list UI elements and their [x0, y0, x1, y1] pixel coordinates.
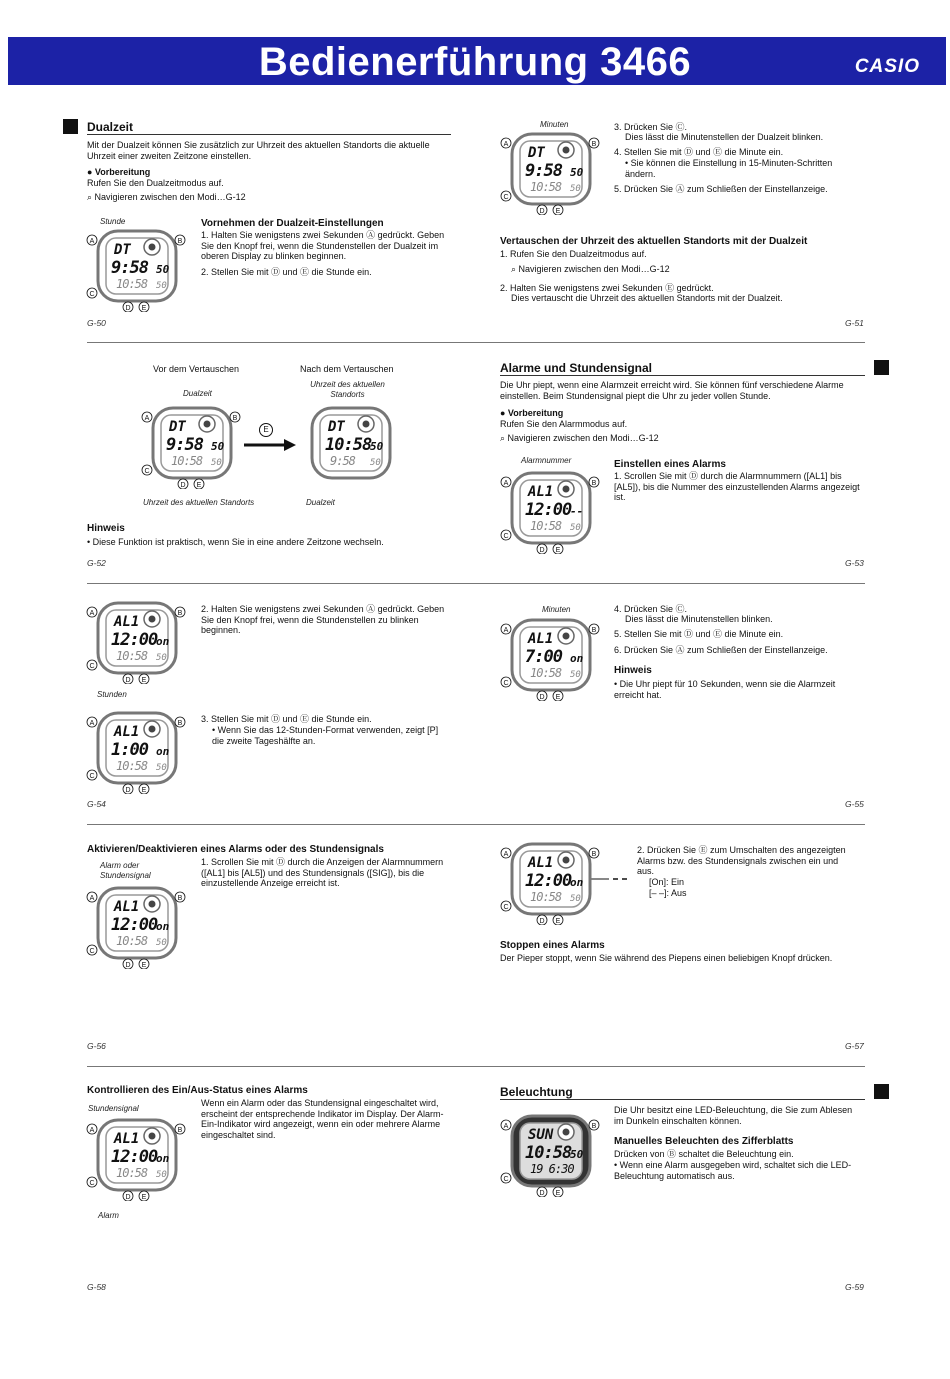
- display-top: SUN: [528, 1127, 554, 1143]
- svg-text:B: B: [177, 719, 183, 727]
- svg-text:D: D: [539, 546, 545, 554]
- status-text: Wenn ein Alarm oder das Stundensignal eingeschaltet wird, erscheint der entsprechende Indikator im Display. Der Alarm-Ein-Indikator wird angezeigt, wenn ein oder mehrere Alarme eingeschaltet sind.: [201, 1098, 444, 1140]
- svg-text:E: E: [196, 481, 202, 489]
- watch-svg: [500, 840, 600, 925]
- watch-diagram: [86, 227, 186, 317]
- display-main-seconds: 50: [370, 440, 384, 453]
- button-c-icon: [501, 1173, 511, 1183]
- caption-dualzeit-bottom: Dualzeit: [306, 498, 335, 507]
- caption-minuten: Minuten: [542, 605, 571, 614]
- svg-text:A: A: [89, 894, 95, 902]
- button-b-icon: [175, 717, 185, 727]
- display-main: 10:58: [325, 435, 372, 455]
- display-main-seconds: on: [156, 1152, 170, 1165]
- svg-text:C: C: [503, 193, 509, 201]
- display-bottom-seconds: 50: [156, 281, 167, 291]
- display-main: 9:58: [111, 258, 148, 278]
- display-bottom: 10:58: [171, 454, 203, 468]
- button-a-icon: [501, 138, 511, 148]
- watch-diagram: [500, 840, 600, 930]
- svg-text:E: E: [141, 304, 147, 312]
- display-bottom: 10:58: [116, 1166, 148, 1180]
- button-a-icon: [501, 848, 511, 858]
- svg-text:C: C: [144, 467, 150, 475]
- watch-svg: [500, 130, 600, 215]
- caption-local-time-bottom: Uhrzeit des aktuellen Standorts: [143, 498, 255, 507]
- subheading-stop: Stoppen eines Alarms: [500, 940, 605, 951]
- section-heading-alarme: Alarme und Stundensignal: [500, 361, 653, 375]
- page-title: Bedienerführung 3466: [258, 40, 692, 84]
- button-d-icon: [123, 959, 133, 969]
- step-4: 4. Stellen Sie mit Ⓓ und Ⓔ die Minute ein.: [614, 147, 784, 157]
- button-d-icon: [537, 544, 547, 554]
- watch-svg: [141, 404, 241, 489]
- watch-diagram: [300, 404, 400, 494]
- magnifier-icon: ⌕: [511, 264, 519, 274]
- brand-logo: CASIO: [854, 56, 920, 77]
- button-c-icon: [87, 945, 97, 955]
- display-top: AL1: [114, 1131, 140, 1147]
- button-c-icon: [87, 770, 97, 780]
- display-bottom: 10:58: [116, 649, 148, 663]
- nav-reference: [500, 433, 659, 444]
- button-a-icon: [142, 412, 152, 422]
- svg-text:B: B: [591, 626, 597, 634]
- step-1: 1. Scrollen Sie mit Ⓓ durch die Anzeigen der Alarmnummern ([AL1] bis [AL5]) und des Stundensignals ([SIG]), bis die einzustellende Anzeige erreicht ist.: [201, 857, 444, 888]
- display-main-seconds: on: [156, 635, 170, 648]
- svg-text:D: D: [125, 786, 131, 794]
- svg-text:C: C: [503, 1175, 509, 1183]
- button-e-label: E: [259, 423, 273, 437]
- display-bottom: 10:58: [530, 890, 562, 904]
- svg-text:A: A: [89, 1126, 95, 1134]
- display-bottom-seconds: 50: [570, 523, 581, 533]
- svg-text:C: C: [503, 679, 509, 687]
- button-d-icon: [123, 784, 133, 794]
- svg-text:A: A: [503, 1122, 509, 1130]
- caption-alarm: Alarm: [98, 1211, 119, 1220]
- svg-text:D: D: [125, 961, 131, 969]
- display-main: 7:00: [525, 647, 562, 667]
- svg-text:D: D: [125, 304, 131, 312]
- nav-reference: [511, 264, 670, 275]
- button-e-icon: [553, 915, 563, 925]
- display-bottom: 10:58: [116, 759, 148, 773]
- svg-text:A: A: [503, 140, 509, 148]
- swap-step-2: 2. Halten Sie wenigstens zwei Sekunden Ⓔ gedrückt.: [500, 283, 714, 293]
- watch-svg: [500, 469, 600, 554]
- display-bottom: 10:58: [116, 934, 148, 948]
- display-main-seconds: on: [156, 920, 170, 933]
- button-b-icon: [589, 848, 599, 858]
- heading-rule: [500, 375, 865, 376]
- caption-dualzeit: Dualzeit: [183, 389, 212, 398]
- display-top: AL1: [114, 614, 140, 630]
- button-b-icon: [175, 1124, 185, 1134]
- display-bottom-seconds: 50: [156, 1170, 167, 1180]
- heading-rule: [87, 134, 451, 135]
- watch-diagram: [500, 616, 600, 706]
- section-heading-dualzeit: Dualzeit: [87, 120, 134, 134]
- watch-diagram: [86, 709, 186, 799]
- button-b-icon: [175, 235, 185, 245]
- display-bottom-seconds: 50: [570, 894, 581, 904]
- svg-text:C: C: [89, 772, 95, 780]
- button-c-icon: [501, 901, 511, 911]
- button-d-icon: [123, 1191, 133, 1201]
- magnifier-icon: ⌕: [87, 192, 95, 202]
- page-number: G-57: [845, 1041, 864, 1051]
- svg-text:E: E: [141, 961, 147, 969]
- display-top: DT: [169, 419, 186, 435]
- display-main-seconds: 50: [570, 1148, 584, 1161]
- watch-svg: [86, 884, 186, 969]
- display-main-seconds: 50: [156, 263, 170, 276]
- display-bottom-seconds: 50: [370, 458, 381, 468]
- display-bottom-seconds: 50: [211, 458, 222, 468]
- svg-text:B: B: [177, 894, 183, 902]
- prep-title: ● Vorbereitung: [87, 167, 151, 177]
- prep-text: Rufen Sie den Alarmmodus auf.: [500, 419, 628, 429]
- button-e-icon: [139, 784, 149, 794]
- step-3: 3. Drücken Sie Ⓒ.: [614, 122, 688, 132]
- svg-text:E: E: [555, 917, 561, 925]
- display-bottom: 10:58: [530, 180, 562, 194]
- caption-alarm-signal: Alarm oder Stundensignal: [100, 861, 151, 880]
- page-number: G-50: [87, 318, 106, 328]
- button-a-icon: [87, 717, 97, 727]
- hint-text: • Diese Funktion ist praktisch, wenn Sie in eine andere Zeitzone wechseln.: [87, 537, 384, 547]
- svg-text:A: A: [89, 719, 95, 727]
- nav-text: Navigieren zwischen den Modi…G-12: [94, 192, 246, 202]
- button-c-icon: [87, 288, 97, 298]
- display-main-seconds: --: [570, 505, 584, 518]
- svg-text:E: E: [555, 546, 561, 554]
- subheading: Einstellen eines Alarms: [614, 459, 726, 470]
- subheading: Aktivieren/Deaktivieren eines Alarms oder des Stundensignals: [87, 844, 384, 855]
- watch-diagram: [500, 469, 600, 559]
- display-bottom: 10:58: [530, 666, 562, 680]
- button-e-icon: [553, 1187, 563, 1197]
- display-top: DT: [114, 242, 131, 258]
- button-b-icon: [589, 1120, 599, 1130]
- page-number: G-53: [845, 558, 864, 568]
- step-1: 1. Scrollen Sie mit Ⓓ durch die Alarmnummern ([AL1] bis [AL5]), bis die Nummer des einzustellenden Alarms angezeigt ist.: [614, 471, 860, 502]
- watch-diagram: [86, 884, 186, 974]
- display-main-seconds: 50: [211, 440, 225, 453]
- page-number: G-55: [845, 799, 864, 809]
- page-divider: [87, 824, 865, 825]
- button-d-icon: [537, 1187, 547, 1197]
- caption-stunde: Stunde: [100, 217, 126, 226]
- swap-step-1: 1. Rufen Sie den Dualzeitmodus auf.: [500, 249, 647, 259]
- svg-text:C: C: [89, 662, 95, 670]
- nav-reference: [87, 192, 246, 203]
- page-divider: [87, 583, 865, 584]
- button-b-icon: [175, 607, 185, 617]
- step-5: 5. Drücken Sie Ⓐ zum Schließen der Einstellanzeige.: [614, 184, 828, 194]
- step-2: 2. Halten Sie wenigstens zwei Sekunden Ⓐ gedrückt. Geben Sie den Knopf frei, wenn die Stundenstellen zu blinken beginnen.: [201, 604, 445, 635]
- watch-diagram: [500, 130, 600, 220]
- button-b-icon: [230, 412, 240, 422]
- display-top: AL1: [528, 855, 554, 871]
- watch-svg: [86, 709, 186, 794]
- step-4-detail: Dies lässt die Minutenstellen blinken.: [625, 614, 773, 624]
- svg-text:C: C: [503, 903, 509, 911]
- page-number: G-56: [87, 1041, 106, 1051]
- svg-text:E: E: [555, 1189, 561, 1197]
- display-main: 9:58: [166, 435, 203, 455]
- display-main: 12:00: [111, 1147, 158, 1167]
- button-c-icon: [501, 677, 511, 687]
- section-marker: [874, 1084, 889, 1099]
- watch-svg: [300, 404, 400, 489]
- swap-step-2-detail: Dies vertauscht die Uhrzeit des aktuellen Standorts mit der Dualzeit.: [511, 293, 783, 303]
- button-c-icon: [87, 1177, 97, 1187]
- button-a-icon: [501, 477, 511, 487]
- svg-text:E: E: [141, 1193, 147, 1201]
- button-a-icon: [87, 235, 97, 245]
- intro-text: Die Uhr besitzt eine LED-Beleuchtung, die Sie zum Ablesen im Dunkeln einschalten können.: [614, 1105, 853, 1126]
- hint-title: Hinweis: [614, 665, 652, 676]
- button-b-icon: [175, 892, 185, 902]
- watch-svg: [86, 1116, 186, 1201]
- watch-svg: [500, 616, 600, 701]
- display-top: DT: [328, 419, 345, 435]
- svg-text:A: A: [144, 414, 150, 422]
- svg-text:D: D: [539, 1189, 545, 1197]
- display-top: AL1: [528, 484, 554, 500]
- display-main: 10:58: [525, 1143, 572, 1163]
- svg-text:D: D: [539, 917, 545, 925]
- button-e-icon: [553, 544, 563, 554]
- magnifier-icon: ⌕: [500, 433, 508, 443]
- display-top: DT: [528, 145, 545, 161]
- state-off: [– –]: Aus: [649, 888, 687, 898]
- button-e-icon: [139, 1191, 149, 1201]
- svg-text:D: D: [539, 693, 545, 701]
- step-2: 2. Stellen Sie mit Ⓓ und Ⓔ die Stunde ein.: [201, 267, 372, 277]
- button-e-icon: [139, 959, 149, 969]
- step-2: 2. Drücken Sie Ⓔ zum Umschalten des angezeigten Alarms bzw. des Stundensignals zwischen ein und aus.: [637, 845, 846, 876]
- page-divider: [87, 342, 865, 343]
- button-e-icon: [194, 479, 204, 489]
- display-top: AL1: [528, 631, 554, 647]
- display-bottom-seconds: 50: [570, 670, 581, 680]
- page-number: G-51: [845, 318, 864, 328]
- caption-minuten: Minuten: [540, 120, 569, 129]
- svg-text:B: B: [591, 850, 597, 858]
- nav-text: Navigieren zwischen den Modi…G-12: [507, 433, 659, 443]
- svg-text:A: A: [503, 850, 509, 858]
- watch-svg: [500, 1112, 600, 1197]
- button-e-icon: [139, 302, 149, 312]
- svg-text:D: D: [180, 481, 186, 489]
- section-heading-beleuchtung: Beleuchtung: [500, 1085, 573, 1099]
- watch-diagram: [141, 404, 241, 494]
- svg-text:B: B: [177, 237, 183, 245]
- button-b-icon: [589, 138, 599, 148]
- step-5: 5. Stellen Sie mit Ⓓ und Ⓔ die Minute ein.: [614, 629, 784, 639]
- button-a-icon: [501, 624, 511, 634]
- button-e-icon: [139, 674, 149, 684]
- display-bottom-seconds: 50: [570, 184, 581, 194]
- svg-text:D: D: [539, 207, 545, 215]
- button-d-icon: [537, 915, 547, 925]
- display-bottom-seconds: 50: [156, 938, 167, 948]
- display-main-seconds: 50: [570, 166, 584, 179]
- section-marker: [63, 119, 78, 134]
- svg-text:C: C: [89, 947, 95, 955]
- label-after: Nach dem Vertauschen: [300, 364, 394, 374]
- subheading: Manuelles Beleuchten des Zifferblatts: [614, 1136, 794, 1147]
- watch-diagram: [86, 1116, 186, 1206]
- button-c-icon: [87, 660, 97, 670]
- section-marker: [874, 360, 889, 375]
- subheading: Kontrollieren des Ein/Aus-Status eines Alarms: [87, 1085, 308, 1096]
- button-d-icon: [537, 205, 547, 215]
- prep-title: ● Vorbereitung: [500, 408, 564, 418]
- button-d-icon: [123, 302, 133, 312]
- button-c-icon: [142, 465, 152, 475]
- button-b-icon: [589, 624, 599, 634]
- svg-text:A: A: [89, 237, 95, 245]
- backlight-note: • Wenn eine Alarm ausgegeben wird, schaltet sich die LED-Beleuchtung automatisch aus.: [614, 1160, 852, 1181]
- stop-text: Der Pieper stoppt, wenn Sie während des Piepens einen beliebigen Knopf drücken.: [500, 953, 833, 963]
- button-d-icon: [537, 691, 547, 701]
- display-main-seconds: on: [570, 876, 584, 889]
- display-main: 9:58: [525, 161, 562, 181]
- button-d-icon: [123, 674, 133, 684]
- svg-text:E: E: [555, 693, 561, 701]
- button-c-icon: [501, 191, 511, 201]
- button-a-icon: [87, 892, 97, 902]
- display-top: AL1: [114, 899, 140, 915]
- page-number: G-52: [87, 558, 106, 568]
- display-main: 12:00: [111, 915, 158, 935]
- svg-text:A: A: [89, 609, 95, 617]
- svg-text:C: C: [89, 290, 95, 298]
- watch-diagram: [500, 1112, 600, 1202]
- display-main: 1:00: [111, 740, 148, 760]
- svg-text:E: E: [555, 207, 561, 215]
- display-bottom: 10:58: [116, 277, 148, 291]
- backlight-text: Drücken von Ⓑ schaltet die Beleuchtung ein.: [614, 1149, 794, 1159]
- subheading-swap: Vertauschen der Uhrzeit des aktuellen Standorts mit der Dualzeit: [500, 236, 808, 247]
- step-3-note: • Wenn Sie das 12-Stunden-Format verwenden, zeigt [P] die zweite Tageshälfte an.: [212, 725, 439, 746]
- svg-text:A: A: [503, 479, 509, 487]
- button-b-icon: [589, 477, 599, 487]
- display-main: 12:00: [525, 871, 572, 891]
- step-4-note: • Sie können die Einstellung in 15-Minuten-Schritten ändern.: [625, 158, 833, 179]
- caption-local-time: Uhrzeit des aktuellen Standorts: [310, 380, 385, 399]
- display-main-seconds: on: [570, 652, 584, 665]
- button-c-icon: [501, 530, 511, 540]
- page-number: G-59: [845, 1282, 864, 1292]
- watch-diagram: [86, 599, 186, 689]
- svg-text:B: B: [177, 1126, 183, 1134]
- svg-text:B: B: [591, 479, 597, 487]
- label-before: Vor dem Vertauschen: [153, 364, 240, 374]
- caption-stunden: Stunden: [97, 690, 127, 699]
- button-a-icon: [501, 1120, 511, 1130]
- page-divider: [87, 1066, 865, 1067]
- svg-text:E: E: [141, 676, 147, 684]
- button-d-icon: [178, 479, 188, 489]
- state-on: [On]: Ein: [649, 877, 685, 887]
- svg-text:E: E: [141, 786, 147, 794]
- display-bottom-seconds: 50: [156, 763, 167, 773]
- nav-text: Navigieren zwischen den Modi…G-12: [518, 264, 670, 274]
- step-3-detail: Dies lässt die Minutenstellen der Dualzeit blinken.: [625, 132, 824, 142]
- svg-text:D: D: [125, 676, 131, 684]
- display-main: 12:00: [111, 630, 158, 650]
- watch-svg: [86, 599, 186, 684]
- svg-text:C: C: [503, 532, 509, 540]
- hint-text: • Die Uhr piept für 10 Sekunden, wenn sie die Alarmzeit erreicht hat.: [614, 679, 836, 700]
- intro-text: Mit der Dualzeit können Sie zusätzlich zur Uhrzeit des aktuellen Standorts die aktuelle Uhrzeit einer zweiten Zeitzone einstellen.: [87, 140, 430, 161]
- display-bottom: 10:58: [530, 519, 562, 533]
- display-main: 12:00: [525, 500, 572, 520]
- svg-text:B: B: [591, 140, 597, 148]
- heading-rule: [500, 1099, 865, 1100]
- page-number: G-58: [87, 1282, 106, 1292]
- svg-text:B: B: [591, 1122, 597, 1130]
- display-bottom: 19 6:30: [530, 1162, 574, 1176]
- svg-text:D: D: [125, 1193, 131, 1201]
- display-bottom: 9:58: [330, 454, 355, 468]
- caption-stundensignal: Stundensignal: [88, 1104, 139, 1113]
- display-main-seconds: on: [156, 745, 170, 758]
- display-top: AL1: [114, 724, 140, 740]
- step-4: 4. Drücken Sie Ⓒ.: [614, 604, 688, 614]
- button-a-icon: [87, 1124, 97, 1134]
- svg-text:A: A: [503, 626, 509, 634]
- svg-text:B: B: [232, 414, 238, 422]
- svg-text:C: C: [89, 1179, 95, 1187]
- intro-text: Die Uhr piept, wenn eine Alarmzeit erreicht wird. Sie können fünf verschiedene Alarme einstellen. Beim Stundensignal piept die Uhr zu jeder vollen Stunde.: [500, 380, 844, 401]
- hint-title: Hinweis: [87, 523, 125, 534]
- watch-svg: [86, 227, 186, 312]
- step-6: 6. Drücken Sie Ⓐ zum Schließen der Einstellanzeige.: [614, 645, 828, 655]
- button-e-icon: [553, 205, 563, 215]
- step-3: 3. Stellen Sie mit Ⓓ und Ⓔ die Stunde ein.: [201, 714, 372, 724]
- button-a-icon: [87, 607, 97, 617]
- caption-alarmnummer: Alarmnummer: [521, 456, 572, 465]
- page-number: G-54: [87, 799, 106, 809]
- subheading: Vornehmen der Dualzeit-Einstellungen: [201, 218, 384, 229]
- button-e-icon: [553, 691, 563, 701]
- svg-text:B: B: [177, 609, 183, 617]
- prep-text: Rufen Sie den Dualzeitmodus auf.: [87, 178, 224, 188]
- display-bottom-seconds: 50: [156, 653, 167, 663]
- step-1: 1. Halten Sie wenigstens zwei Sekunden Ⓐ gedrückt. Geben Sie den Knopf frei, wenn die Stundenstellen der Dualzeit im oberen Display zu blinken beginnen.: [201, 230, 445, 261]
